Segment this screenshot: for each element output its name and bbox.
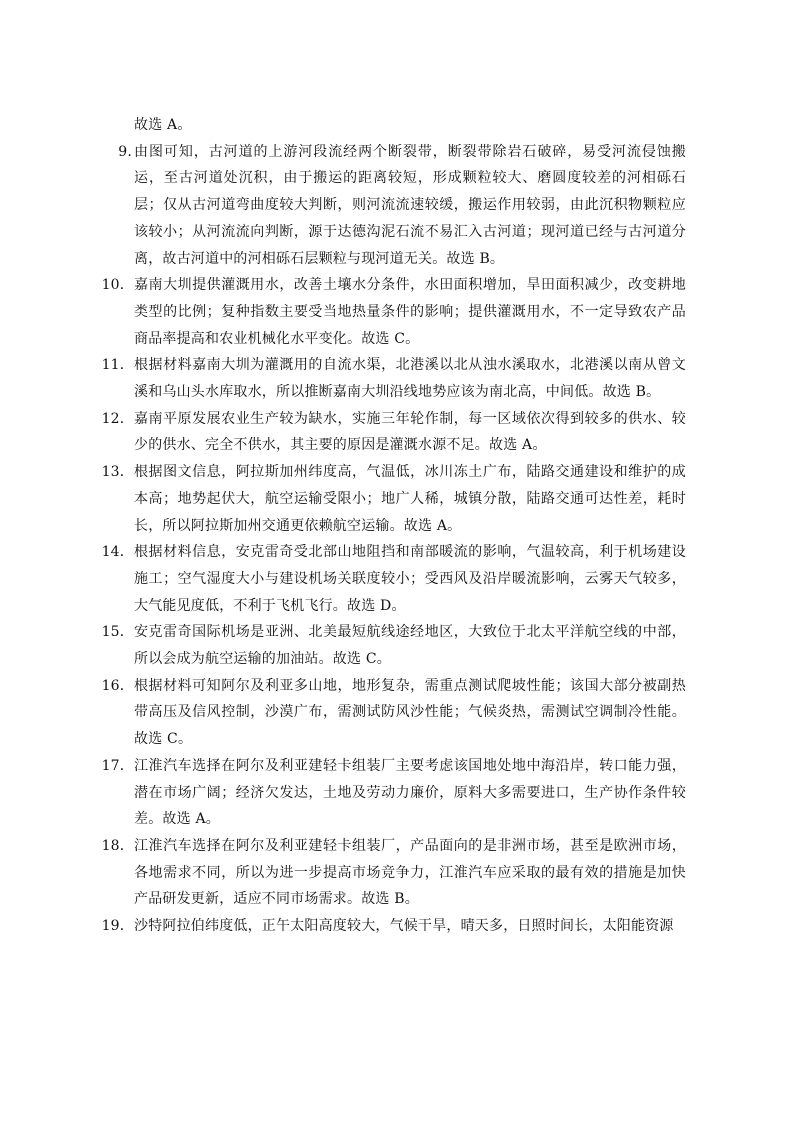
item-text: 根据图文信息，阿拉斯加州纬度高，气温低，冰川冻土广布，陆路交通建设和维护的成本高；地势起伏大，航空运输受限小；地广人稀，城镇分散，陆路交通可达性差，耗时长，所以阿拉斯加州交通更依赖航空运输。故选 A。 — [134, 464, 686, 534]
item-text: 江淮汽车选择在阿尔及利亚建轻卡组装厂，产品面向的是非洲市场，甚至是欧洲市场，各地需求不同，所以为进一步提高市场竞争力，江淮汽车应采取的最有效的措施是加快产品研发更新，适应不同市场需求。故选 B。 — [134, 837, 686, 908]
item-text: 安克雷奇国际机场是亚洲、北美最短航线途经地区，大致位于北太平洋航空线的中部，所以会成为航空运输的加油站。故选 C。 — [134, 624, 686, 668]
answer-item-11 — [101, 352, 686, 405]
answer-item-17 — [101, 753, 686, 833]
item-text: 沙特阿拉伯纬度低，正午太阳高度较大，气候干旱，晴天多，日照时间长，太阳能资源 — [134, 918, 674, 935]
item-number: 17． — [101, 757, 134, 774]
item-number: 16． — [101, 677, 134, 694]
item-number: 11． — [101, 357, 134, 374]
answer-item-16 — [101, 673, 686, 753]
item-number: 14． — [101, 544, 134, 561]
answer-item-18 — [101, 833, 686, 913]
item-number: 18． — [101, 837, 134, 854]
item-text: 由图可知，古河道的上游河段流经两个断裂带，断裂带除岩石破碎，易受河流侵蚀搬运，至古河道处沉积，由于搬运的距离较短，形成颗粒较大、磨圆度较差的河相砾石层；仅从古河道弯曲度较大判断，则河流流速较缓，搬运作用较弱，由此沉积物颗粒应该较小；从河流流向判断，源于达德沟泥石流不易汇入古河道；现河道已经与古河道分离，故古河道中的河相砾石层颗粒与现河道无关。故选 B。 — [134, 143, 686, 267]
item-number: 15． — [101, 624, 134, 641]
answer-item-12 — [101, 406, 686, 459]
item-number: 13． — [101, 464, 134, 481]
item-text: 江淮汽车选择在阿尔及利亚建轻卡组装厂主要考虑该国地处地中海沿岸，转口能力强，潜在市场广阔；经济欠发达，土地及劳动力廉价，原料大多需要进口，生产协作条件较差。故选 A。 — [134, 757, 686, 828]
item-number: 9. — [118, 143, 132, 160]
answer-item-15 — [101, 619, 686, 672]
answer-explanations — [101, 112, 686, 940]
item-text: 根据材料嘉南大圳为灌溉用的自流水渠，北港溪以北从浊水溪取水，北港溪以南从曾文溪和乌山头水库取水，所以推断嘉南大圳沿线地势应该为南北高，中间低。故选 B。 — [134, 357, 686, 401]
item-text: 根据材料信息，安克雷奇受北部山地阻挡和南部暖流的影响，气温较高，利于机场建设施工；空气湿度大小与建设机场关联度较小；受西风及沿岸暖流影响，云雾天气较多，大气能见度低，不利于飞机飞行。故选 D。 — [134, 544, 686, 614]
answer-item-13 — [101, 459, 686, 539]
item-text: 根据材料可知阿尔及利亚多山地，地形复杂，需重点测试爬坡性能；该国大部分被副热带高压及信风控制，沙漠广布，需测试防风沙性能；气候炎热，需测试空调制冷性能。故选 C。 — [134, 677, 686, 748]
previous-answer-tail: 故选 A。 — [134, 117, 192, 133]
item-text: 嘉南大圳提供灌溉用水，改善土壤水分条件，水田面积增加，旱田面积减少，改变耕地类型的比例；复种指数主要受当地热量条件的影响；提供灌溉用水，不一定导致农产品商品率提高和农业机械化水平变化。故选 C。 — [134, 277, 686, 347]
answer-item-10 — [101, 272, 686, 352]
answer-item-9 — [108, 139, 686, 273]
answer-item-14 — [101, 539, 686, 619]
item-number: 10． — [101, 277, 134, 294]
answer-item-19 — [101, 913, 686, 940]
item-number: 19． — [101, 918, 134, 935]
item-number: 12． — [101, 410, 134, 427]
item-text: 嘉南平原发展农业生产较为缺水，实施三年轮作制，每一区域依次得到较多的供水、较少的供水、完全不供水，其主要的原因是灌溉水源不足。故选 A。 — [134, 410, 686, 454]
